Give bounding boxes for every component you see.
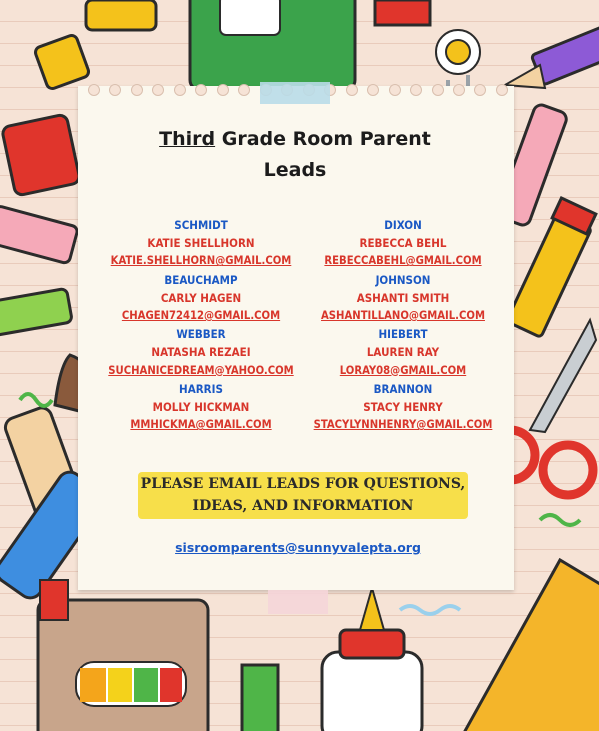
squiggle-decoration	[20, 394, 52, 406]
tape-top	[260, 82, 330, 104]
purple-pencil-icon	[505, 25, 599, 88]
lead-email-link[interactable]: LORAY08@GMAIL.COM	[339, 363, 467, 377]
lead-name: NATASHA REZAEI	[151, 345, 251, 360]
title-rest: Grade Room Parent	[215, 128, 431, 150]
right-column	[298, 216, 508, 434]
teacher-name: WEBBER	[176, 327, 226, 342]
callout-line-2: IDEAS, AND INFORMATION	[192, 498, 414, 514]
pink-crayon-icon	[0, 205, 78, 264]
teacher-name: HARRIS	[179, 381, 223, 396]
teacher-name: BRANNON	[373, 381, 433, 396]
lead-name: REBECCA BEHL	[359, 236, 447, 251]
lead-name: MOLLY HICKMAN	[152, 400, 250, 415]
lead-name: STACY HENRY	[363, 400, 443, 415]
flower-icon	[436, 30, 480, 74]
lead-email-link[interactable]: KATIE.SHELLHORN@GMAIL.COM	[110, 254, 292, 268]
squiggle-decoration	[400, 606, 460, 614]
title-grade: Third	[159, 128, 216, 150]
lead-email-link[interactable]: ASHANTILLANO@GMAIL.COM	[321, 309, 485, 323]
green-crayon-icon	[0, 288, 72, 335]
glue-bottle-icon	[322, 588, 422, 731]
room-parents-email-link[interactable]: sisroomparents@sunnyvalepta.org	[175, 540, 421, 555]
page-title	[120, 124, 470, 186]
left-column	[96, 216, 306, 434]
lead-name: ASHANTI SMITH	[356, 290, 450, 305]
lead-email-link[interactable]: SUCHANICEDREAM@YAHOO.COM	[108, 363, 294, 377]
lead-email-link[interactable]: STACYLYNNHENRY@GMAIL.COM	[313, 418, 493, 432]
teacher-name: HIEBERT	[378, 327, 428, 342]
lead-email-link[interactable]: CHAGEN72412@GMAIL.COM	[121, 309, 281, 323]
green-pencil-icon	[242, 665, 278, 731]
teacher-name: DIXON	[384, 218, 422, 232]
lead-name: LAUREN RAY	[366, 345, 440, 360]
email-callout	[138, 472, 468, 519]
sharpener-icon	[1, 114, 80, 196]
teacher-name: BEAUCHAMP	[164, 272, 238, 287]
squiggle-decoration	[540, 515, 580, 525]
lead-name: KATIE SHELLHORN	[147, 236, 255, 251]
title-leads: Leads	[263, 159, 327, 181]
teacher-name: SCHMIDT	[174, 218, 228, 232]
teacher-name: JOHNSON	[375, 272, 431, 287]
callout-line-1: PLEASE EMAIL LEADS FOR QUESTIONS,	[140, 476, 466, 492]
red-box-icon	[375, 0, 430, 25]
crayon-box-icon	[38, 580, 208, 731]
lead-name: CARLY HAGEN	[160, 290, 242, 305]
highlighter-icon	[34, 0, 156, 90]
lead-email-link[interactable]: REBECCABEHL@GMAIL.COM	[324, 254, 482, 268]
tape-bottom	[268, 590, 328, 614]
notebook-icon	[190, 0, 355, 90]
lead-email-link[interactable]: MMHICKMA@GMAIL.COM	[130, 418, 272, 432]
